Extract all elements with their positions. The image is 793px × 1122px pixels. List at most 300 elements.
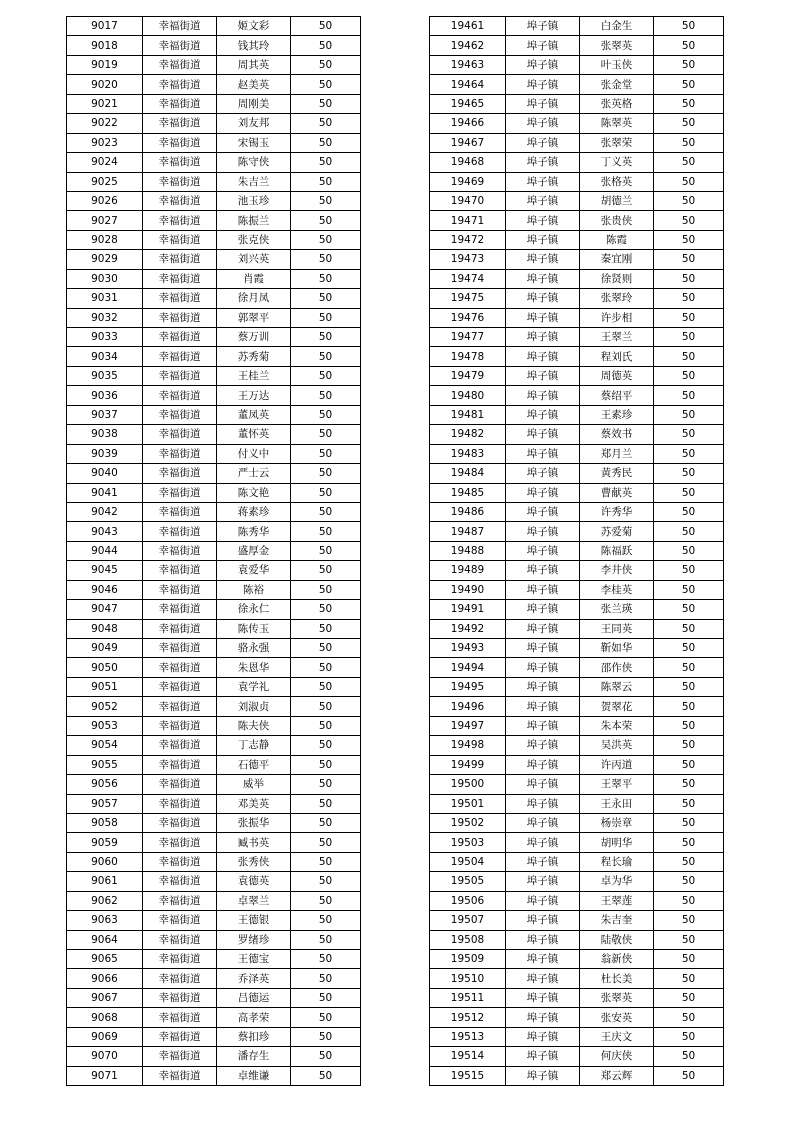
- table-row: [67, 36, 361, 55]
- amount-cell: 50: [654, 1027, 724, 1046]
- amount-cell: 50: [654, 444, 724, 463]
- table-row: [67, 600, 361, 619]
- amount-cell: 50: [291, 619, 361, 638]
- table-row: [67, 211, 361, 230]
- town-cell: 埠子镇: [506, 153, 580, 172]
- town-cell: 幸福街道: [143, 366, 217, 385]
- amount-cell: 50: [654, 930, 724, 949]
- town-cell: 幸福街道: [143, 405, 217, 424]
- town-cell: 幸福街道: [143, 172, 217, 191]
- name-cell: 蒋素珍: [217, 502, 291, 521]
- amount-cell: 50: [291, 36, 361, 55]
- amount-cell: 50: [291, 366, 361, 385]
- name-cell: 叶玉侠: [580, 55, 654, 74]
- table-row: [430, 794, 724, 813]
- town-cell: 幸福街道: [143, 852, 217, 871]
- town-cell: 埠子镇: [506, 522, 580, 541]
- amount-cell: 50: [291, 464, 361, 483]
- town-cell: 埠子镇: [506, 347, 580, 366]
- id-cell: 19478: [430, 347, 506, 366]
- id-cell: 19507: [430, 911, 506, 930]
- id-cell: 19473: [430, 250, 506, 269]
- table-row: [430, 133, 724, 152]
- town-cell: 幸福街道: [143, 1047, 217, 1066]
- table-row: [430, 677, 724, 696]
- name-cell: 杨崇章: [580, 813, 654, 832]
- id-cell: 19470: [430, 191, 506, 210]
- name-cell: 吕德运: [217, 988, 291, 1007]
- id-cell: 19461: [430, 17, 506, 36]
- town-cell: 埠子镇: [506, 911, 580, 930]
- amount-cell: 50: [654, 328, 724, 347]
- name-cell: 刘兴英: [217, 250, 291, 269]
- town-cell: 幸福街道: [143, 969, 217, 988]
- town-cell: 幸福街道: [143, 444, 217, 463]
- amount-cell: 50: [291, 386, 361, 405]
- name-cell: 靳如华: [580, 639, 654, 658]
- amount-cell: 50: [654, 230, 724, 249]
- name-cell: 袁德英: [217, 872, 291, 891]
- amount-cell: 50: [654, 677, 724, 696]
- amount-cell: 50: [291, 153, 361, 172]
- id-cell: 9023: [67, 133, 143, 152]
- amount-cell: 50: [291, 1027, 361, 1046]
- town-cell: 埠子镇: [506, 425, 580, 444]
- name-cell: 王德银: [217, 911, 291, 930]
- name-cell: 臧书英: [217, 833, 291, 852]
- table-row: [430, 658, 724, 677]
- table-row: [67, 230, 361, 249]
- name-cell: 董怀英: [217, 425, 291, 444]
- name-cell: 郑月兰: [580, 444, 654, 463]
- town-cell: 埠子镇: [506, 813, 580, 832]
- id-cell: 9049: [67, 639, 143, 658]
- id-cell: 9045: [67, 561, 143, 580]
- id-cell: 9020: [67, 75, 143, 94]
- amount-cell: 50: [654, 405, 724, 424]
- table-row: [67, 930, 361, 949]
- name-cell: 张贵侠: [580, 211, 654, 230]
- town-cell: 埠子镇: [506, 366, 580, 385]
- id-cell: 19464: [430, 75, 506, 94]
- amount-cell: 50: [291, 794, 361, 813]
- town-cell: 埠子镇: [506, 736, 580, 755]
- id-cell: 19476: [430, 308, 506, 327]
- town-cell: 埠子镇: [506, 677, 580, 696]
- id-cell: 9055: [67, 755, 143, 774]
- id-cell: 9024: [67, 153, 143, 172]
- town-cell: 埠子镇: [506, 988, 580, 1007]
- id-cell: 19513: [430, 1027, 506, 1046]
- right-roster-body: [430, 17, 724, 1086]
- table-row: [67, 833, 361, 852]
- id-cell: 9061: [67, 872, 143, 891]
- table-row: [67, 1047, 361, 1066]
- name-cell: 罗绪珍: [217, 930, 291, 949]
- id-cell: 19514: [430, 1047, 506, 1066]
- table-row: [430, 813, 724, 832]
- amount-cell: 50: [654, 250, 724, 269]
- amount-cell: 50: [654, 833, 724, 852]
- table-row: [430, 250, 724, 269]
- town-cell: 幸福街道: [143, 250, 217, 269]
- amount-cell: 50: [291, 736, 361, 755]
- id-cell: 9044: [67, 541, 143, 560]
- town-cell: 埠子镇: [506, 1047, 580, 1066]
- amount-cell: 50: [291, 950, 361, 969]
- town-cell: 幸福街道: [143, 347, 217, 366]
- table-row: [67, 813, 361, 832]
- table-row: [67, 639, 361, 658]
- amount-cell: 50: [291, 852, 361, 871]
- amount-cell: 50: [291, 697, 361, 716]
- table-row: [67, 191, 361, 210]
- table-row: [430, 580, 724, 599]
- amount-cell: 50: [654, 308, 724, 327]
- table-row: [430, 988, 724, 1007]
- name-cell: 张安英: [580, 1008, 654, 1027]
- amount-cell: 50: [654, 794, 724, 813]
- name-cell: 陈夫侠: [217, 716, 291, 735]
- name-cell: 张格英: [580, 172, 654, 191]
- name-cell: 郑云辉: [580, 1066, 654, 1085]
- amount-cell: 50: [654, 289, 724, 308]
- id-cell: 19496: [430, 697, 506, 716]
- id-cell: 19465: [430, 94, 506, 113]
- amount-cell: 50: [291, 716, 361, 735]
- town-cell: 埠子镇: [506, 94, 580, 113]
- town-cell: 埠子镇: [506, 114, 580, 133]
- left-roster-body: [67, 17, 361, 1086]
- id-cell: 19505: [430, 872, 506, 891]
- id-cell: 19477: [430, 328, 506, 347]
- table-row: [430, 1008, 724, 1027]
- town-cell: 幸福街道: [143, 36, 217, 55]
- amount-cell: 50: [654, 639, 724, 658]
- name-cell: 王永田: [580, 794, 654, 813]
- id-cell: 19499: [430, 755, 506, 774]
- table-row: [67, 269, 361, 288]
- id-cell: 19490: [430, 580, 506, 599]
- table-row: [430, 114, 724, 133]
- table-row: [67, 405, 361, 424]
- table-row: [430, 522, 724, 541]
- amount-cell: 50: [291, 444, 361, 463]
- name-cell: 卓维谦: [217, 1066, 291, 1085]
- name-cell: 周其英: [217, 55, 291, 74]
- right-roster-table: [429, 16, 724, 1086]
- town-cell: 幸福街道: [143, 930, 217, 949]
- table-row: [430, 55, 724, 74]
- amount-cell: 50: [654, 522, 724, 541]
- table-row: [430, 211, 724, 230]
- amount-cell: 50: [291, 911, 361, 930]
- name-cell: 陈文艳: [217, 483, 291, 502]
- id-cell: 9069: [67, 1027, 143, 1046]
- table-row: [67, 1027, 361, 1046]
- name-cell: 许步相: [580, 308, 654, 327]
- amount-cell: 50: [291, 172, 361, 191]
- id-cell: 19497: [430, 716, 506, 735]
- table-row: [67, 522, 361, 541]
- id-cell: 9039: [67, 444, 143, 463]
- id-cell: 19481: [430, 405, 506, 424]
- amount-cell: 50: [291, 988, 361, 1007]
- amount-cell: 50: [291, 347, 361, 366]
- amount-cell: 50: [291, 425, 361, 444]
- table-row: [430, 444, 724, 463]
- id-cell: 9029: [67, 250, 143, 269]
- id-cell: 9060: [67, 852, 143, 871]
- id-cell: 9034: [67, 347, 143, 366]
- town-cell: 埠子镇: [506, 405, 580, 424]
- id-cell: 9062: [67, 891, 143, 910]
- table-row: [67, 444, 361, 463]
- name-cell: 严士云: [217, 464, 291, 483]
- name-cell: 骆永强: [217, 639, 291, 658]
- town-cell: 埠子镇: [506, 930, 580, 949]
- table-row: [430, 736, 724, 755]
- amount-cell: 50: [654, 347, 724, 366]
- town-cell: 幸福街道: [143, 658, 217, 677]
- town-cell: 幸福街道: [143, 600, 217, 619]
- amount-cell: 50: [654, 561, 724, 580]
- table-row: [67, 366, 361, 385]
- amount-cell: 50: [654, 813, 724, 832]
- town-cell: 埠子镇: [506, 17, 580, 36]
- town-cell: 埠子镇: [506, 464, 580, 483]
- id-cell: 9052: [67, 697, 143, 716]
- id-cell: 19462: [430, 36, 506, 55]
- table-row: [67, 133, 361, 152]
- name-cell: 赵美英: [217, 75, 291, 94]
- town-cell: 埠子镇: [506, 211, 580, 230]
- name-cell: 白金生: [580, 17, 654, 36]
- id-cell: 9028: [67, 230, 143, 249]
- town-cell: 埠子镇: [506, 891, 580, 910]
- id-cell: 19487: [430, 522, 506, 541]
- amount-cell: 50: [654, 541, 724, 560]
- id-cell: 19489: [430, 561, 506, 580]
- name-cell: 王万达: [217, 386, 291, 405]
- town-cell: 幸福街道: [143, 522, 217, 541]
- name-cell: 张英格: [580, 94, 654, 113]
- name-cell: 陈守侠: [217, 153, 291, 172]
- name-cell: 胡德兰: [580, 191, 654, 210]
- name-cell: 钱其玲: [217, 36, 291, 55]
- name-cell: 高孝荣: [217, 1008, 291, 1027]
- name-cell: 陈传玉: [217, 619, 291, 638]
- table-row: [67, 114, 361, 133]
- table-row: [67, 677, 361, 696]
- id-cell: 9022: [67, 114, 143, 133]
- amount-cell: 50: [654, 697, 724, 716]
- table-row: [67, 464, 361, 483]
- id-cell: 19467: [430, 133, 506, 152]
- name-cell: 王庆文: [580, 1027, 654, 1046]
- amount-cell: 50: [654, 366, 724, 385]
- table-row: [430, 483, 724, 502]
- amount-cell: 50: [654, 1008, 724, 1027]
- name-cell: 程长瑜: [580, 852, 654, 871]
- amount-cell: 50: [654, 191, 724, 210]
- id-cell: 9035: [67, 366, 143, 385]
- town-cell: 幸福街道: [143, 833, 217, 852]
- name-cell: 蔡万训: [217, 328, 291, 347]
- town-cell: 埠子镇: [506, 716, 580, 735]
- town-cell: 幸福街道: [143, 211, 217, 230]
- amount-cell: 50: [654, 736, 724, 755]
- table-row: [430, 891, 724, 910]
- town-cell: 幸福街道: [143, 191, 217, 210]
- name-cell: 卓翠兰: [217, 891, 291, 910]
- town-cell: 埠子镇: [506, 775, 580, 794]
- id-cell: 19495: [430, 677, 506, 696]
- amount-cell: 50: [654, 950, 724, 969]
- id-cell: 19463: [430, 55, 506, 74]
- town-cell: 幸福街道: [143, 541, 217, 560]
- name-cell: 乔泽英: [217, 969, 291, 988]
- town-cell: 埠子镇: [506, 852, 580, 871]
- table-row: [67, 347, 361, 366]
- table-row: [67, 852, 361, 871]
- id-cell: 19510: [430, 969, 506, 988]
- amount-cell: 50: [291, 133, 361, 152]
- town-cell: 埠子镇: [506, 755, 580, 774]
- table-row: [67, 911, 361, 930]
- name-cell: 胡明华: [580, 833, 654, 852]
- amount-cell: 50: [291, 94, 361, 113]
- table-row: [67, 580, 361, 599]
- town-cell: 埠子镇: [506, 639, 580, 658]
- amount-cell: 50: [291, 328, 361, 347]
- name-cell: 董凤英: [217, 405, 291, 424]
- name-cell: 石德平: [217, 755, 291, 774]
- amount-cell: 50: [654, 755, 724, 774]
- amount-cell: 50: [654, 969, 724, 988]
- id-cell: 9042: [67, 502, 143, 521]
- amount-cell: 50: [291, 775, 361, 794]
- table-row: [430, 153, 724, 172]
- id-cell: 9067: [67, 988, 143, 1007]
- amount-cell: 50: [654, 852, 724, 871]
- name-cell: 陆敬侠: [580, 930, 654, 949]
- town-cell: 幸福街道: [143, 1008, 217, 1027]
- amount-cell: 50: [654, 502, 724, 521]
- town-cell: 幸福街道: [143, 289, 217, 308]
- name-cell: 王桂兰: [217, 366, 291, 385]
- id-cell: 19474: [430, 269, 506, 288]
- amount-cell: 50: [291, 813, 361, 832]
- id-cell: 9070: [67, 1047, 143, 1066]
- name-cell: 蔡效书: [580, 425, 654, 444]
- amount-cell: 50: [654, 386, 724, 405]
- id-cell: 19485: [430, 483, 506, 502]
- table-row: [430, 502, 724, 521]
- name-cell: 张翠英: [580, 36, 654, 55]
- amount-cell: 50: [291, 405, 361, 424]
- table-row: [67, 969, 361, 988]
- table-row: [430, 191, 724, 210]
- town-cell: 埠子镇: [506, 483, 580, 502]
- amount-cell: 50: [654, 891, 724, 910]
- table-row: [67, 250, 361, 269]
- name-cell: 邵作侠: [580, 658, 654, 677]
- town-cell: 幸福街道: [143, 464, 217, 483]
- name-cell: 丁志静: [217, 736, 291, 755]
- table-row: [430, 561, 724, 580]
- amount-cell: 50: [654, 55, 724, 74]
- id-cell: 19500: [430, 775, 506, 794]
- amount-cell: 50: [654, 75, 724, 94]
- town-cell: 埠子镇: [506, 619, 580, 638]
- name-cell: 徐贤则: [580, 269, 654, 288]
- id-cell: 9027: [67, 211, 143, 230]
- town-cell: 埠子镇: [506, 308, 580, 327]
- town-cell: 幸福街道: [143, 308, 217, 327]
- town-cell: 埠子镇: [506, 1066, 580, 1085]
- table-row: [430, 950, 724, 969]
- town-cell: 幸福街道: [143, 230, 217, 249]
- amount-cell: 50: [291, 600, 361, 619]
- name-cell: 刘友邦: [217, 114, 291, 133]
- table-row: [67, 308, 361, 327]
- town-cell: 幸福街道: [143, 950, 217, 969]
- name-cell: 张翠荣: [580, 133, 654, 152]
- table-row: [430, 852, 724, 871]
- table-row: [67, 541, 361, 560]
- id-cell: 19480: [430, 386, 506, 405]
- table-row: [430, 716, 724, 735]
- id-cell: 19504: [430, 852, 506, 871]
- table-row: [67, 17, 361, 36]
- id-cell: 9066: [67, 969, 143, 988]
- town-cell: 幸福街道: [143, 872, 217, 891]
- amount-cell: 50: [291, 230, 361, 249]
- table-row: [430, 600, 724, 619]
- town-cell: 幸福街道: [143, 269, 217, 288]
- amount-cell: 50: [291, 639, 361, 658]
- town-cell: 幸福街道: [143, 716, 217, 735]
- table-row: [67, 697, 361, 716]
- amount-cell: 50: [291, 483, 361, 502]
- name-cell: 陈福跃: [580, 541, 654, 560]
- amount-cell: 50: [654, 1066, 724, 1085]
- town-cell: 幸福街道: [143, 911, 217, 930]
- amount-cell: 50: [291, 561, 361, 580]
- table-row: [430, 230, 724, 249]
- town-cell: 幸福街道: [143, 736, 217, 755]
- table-row: [67, 425, 361, 444]
- name-cell: 陈翠英: [580, 114, 654, 133]
- town-cell: 埠子镇: [506, 386, 580, 405]
- town-cell: 埠子镇: [506, 969, 580, 988]
- id-cell: 9056: [67, 775, 143, 794]
- amount-cell: 50: [291, 191, 361, 210]
- table-row: [430, 347, 724, 366]
- town-cell: 幸福街道: [143, 697, 217, 716]
- amount-cell: 50: [291, 1008, 361, 1027]
- name-cell: 陈振兰: [217, 211, 291, 230]
- name-cell: 许秀华: [580, 502, 654, 521]
- table-row: [67, 75, 361, 94]
- id-cell: 9053: [67, 716, 143, 735]
- town-cell: 幸福街道: [143, 891, 217, 910]
- id-cell: 19479: [430, 366, 506, 385]
- amount-cell: 50: [654, 775, 724, 794]
- name-cell: 姬文彩: [217, 17, 291, 36]
- id-cell: 9038: [67, 425, 143, 444]
